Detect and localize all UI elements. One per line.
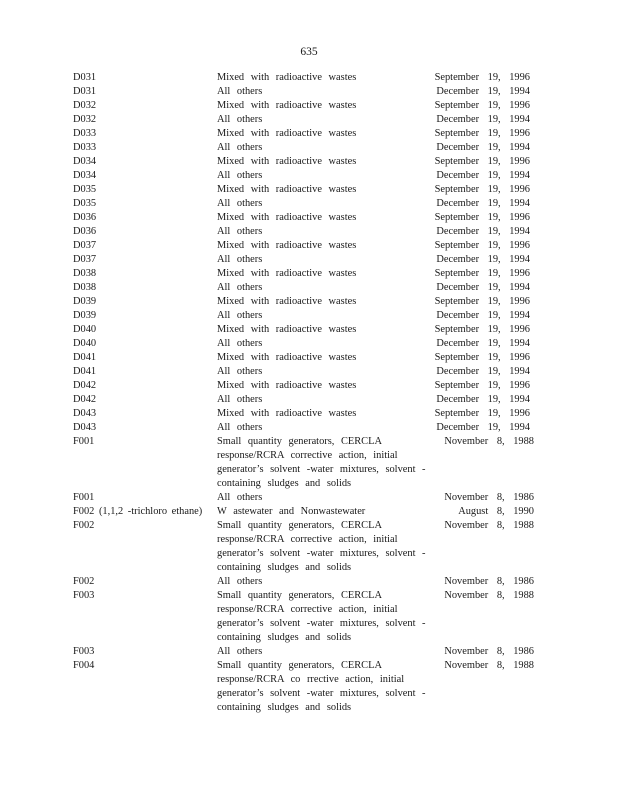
waste-description [217, 267, 427, 281]
table-row [0, 575, 618, 589]
waste-code: F001 [73, 492, 95, 503]
table-row [0, 337, 618, 351]
waste-description [217, 71, 427, 85]
waste-code: F001 [73, 436, 95, 447]
waste-description [217, 141, 427, 155]
waste-description [217, 323, 427, 337]
table-row [0, 211, 618, 225]
description-line: containing sludges and solids [217, 478, 352, 489]
waste-code: F003 [73, 646, 95, 657]
waste-code: D037 [73, 254, 97, 265]
effective-date: September 19, 1996 [434, 156, 530, 167]
table-row [0, 281, 618, 295]
table-row [0, 169, 618, 183]
table-row [0, 155, 618, 169]
waste-code: D032 [73, 100, 97, 111]
waste-code: D033 [73, 128, 97, 139]
description-line: generator’s solvent -water mixtures, solvent - [217, 548, 426, 559]
waste-code: D035 [73, 184, 97, 195]
waste-description [217, 519, 427, 575]
waste-description [217, 337, 427, 351]
description-line: All others [217, 646, 263, 657]
effective-date: November 8, 1986 [444, 646, 534, 657]
effective-date: December 19, 1994 [436, 170, 530, 181]
waste-description [217, 645, 427, 659]
effective-date: September 19, 1996 [434, 408, 530, 419]
table-row [0, 127, 618, 141]
description-line: generator’s solvent -water mixtures, solvent - [217, 464, 426, 475]
waste-description [217, 197, 427, 211]
waste-code: F002 [73, 520, 95, 531]
effective-date: September 19, 1996 [434, 296, 530, 307]
waste-description [217, 421, 427, 435]
description-line: Mixed with radioactive wastes [217, 156, 357, 167]
description-line: Mixed with radioactive wastes [217, 72, 357, 83]
waste-description [217, 309, 427, 323]
description-line: Mixed with radioactive wastes [217, 100, 357, 111]
description-line: All others [217, 142, 263, 153]
waste-description [217, 211, 427, 225]
table-row [0, 197, 618, 211]
description-line: All others [217, 310, 263, 321]
page-number: 635 [300, 46, 318, 58]
waste-code: D039 [73, 296, 97, 307]
waste-description [217, 155, 427, 169]
table-row [0, 505, 618, 519]
description-line: Mixed with radioactive wastes [217, 240, 357, 251]
waste-code: D040 [73, 324, 97, 335]
effective-date: September 19, 1996 [434, 352, 530, 363]
description-line: response/RCRA corrective action, initial [217, 604, 398, 615]
effective-date: December 19, 1994 [436, 226, 530, 237]
description-line: Small quantity generators, CERCLA [217, 660, 382, 671]
description-line: containing sludges and solids [217, 562, 352, 573]
waste-description [217, 407, 427, 421]
effective-date: August 8, 1990 [458, 506, 534, 517]
waste-code: D031 [73, 72, 97, 83]
table-row [0, 351, 618, 365]
description-line: Small quantity generators, CERCLA [217, 436, 382, 447]
description-line: All others [217, 282, 263, 293]
waste-code: D043 [73, 422, 97, 433]
waste-description [217, 169, 427, 183]
waste-code: F003 [73, 590, 95, 601]
table-row [0, 645, 618, 659]
waste-code: D041 [73, 366, 97, 377]
waste-code: F002 (1,1,2 -trichloro ethane) [73, 506, 203, 517]
effective-date: December 19, 1994 [436, 310, 530, 321]
description-line: All others [217, 170, 263, 181]
description-line: Mixed with radioactive wastes [217, 268, 357, 279]
effective-date: December 19, 1994 [436, 394, 530, 405]
description-line: Mixed with radioactive wastes [217, 184, 357, 195]
waste-description [217, 225, 427, 239]
waste-code: D036 [73, 212, 97, 223]
table-row [0, 421, 618, 435]
effective-date: December 19, 1994 [436, 338, 530, 349]
table-row [0, 589, 618, 645]
waste-description [217, 239, 427, 253]
waste-code: D041 [73, 352, 97, 363]
waste-code: D037 [73, 240, 97, 251]
effective-date: December 19, 1994 [436, 142, 530, 153]
waste-description [217, 351, 427, 365]
table-row [0, 85, 618, 99]
table-row [0, 379, 618, 393]
effective-date: December 19, 1994 [436, 282, 530, 293]
effective-date: November 8, 1986 [444, 576, 534, 587]
table-row [0, 659, 618, 715]
effective-date: September 19, 1996 [434, 268, 530, 279]
waste-description [217, 281, 427, 295]
effective-date: September 19, 1996 [434, 240, 530, 251]
description-line: Mixed with radioactive wastes [217, 408, 357, 419]
description-line: generator’s solvent -water mixtures, solvent - [217, 688, 426, 699]
waste-description [217, 575, 427, 589]
table-row [0, 141, 618, 155]
table-row [0, 99, 618, 113]
waste-code: D034 [73, 156, 97, 167]
effective-date: November 8, 1986 [444, 492, 534, 503]
effective-date: November 8, 1988 [444, 590, 534, 601]
waste-code: F004 [73, 660, 95, 671]
description-line: response/RCRA co rrective action, initial [217, 674, 405, 685]
description-line: Mixed with radioactive wastes [217, 296, 357, 307]
effective-date: December 19, 1994 [436, 422, 530, 433]
waste-code: F002 [73, 576, 95, 587]
effective-date: September 19, 1996 [434, 128, 530, 139]
effective-date: September 19, 1996 [434, 72, 530, 83]
waste-description [217, 85, 427, 99]
description-line: All others [217, 492, 263, 503]
description-line: Small quantity generators, CERCLA [217, 520, 382, 531]
waste-description [217, 99, 427, 113]
effective-date: September 19, 1996 [434, 212, 530, 223]
table-row [0, 393, 618, 407]
waste-code: D039 [73, 310, 97, 321]
effective-date: November 8, 1988 [444, 520, 534, 531]
waste-code-table [0, 71, 618, 715]
effective-date: December 19, 1994 [436, 198, 530, 209]
effective-date: September 19, 1996 [434, 324, 530, 335]
waste-description [217, 659, 427, 715]
table-row [0, 309, 618, 323]
description-line: Mixed with radioactive wastes [217, 128, 357, 139]
effective-date: December 19, 1994 [436, 366, 530, 377]
description-line: Mixed with radioactive wastes [217, 212, 357, 223]
waste-description [217, 393, 427, 407]
table-row [0, 225, 618, 239]
description-line: containing sludges and solids [217, 702, 352, 713]
description-line: All others [217, 198, 263, 209]
waste-code: D033 [73, 142, 97, 153]
table-row [0, 435, 618, 491]
effective-date: September 19, 1996 [434, 380, 530, 391]
description-line: containing sludges and solids [217, 632, 352, 643]
effective-date: December 19, 1994 [436, 86, 530, 97]
waste-description [217, 379, 427, 393]
table-row [0, 519, 618, 575]
effective-date: September 19, 1996 [434, 184, 530, 195]
table-row [0, 71, 618, 85]
waste-description [217, 491, 427, 505]
table-row [0, 365, 618, 379]
description-line: Mixed with radioactive wastes [217, 324, 357, 335]
waste-description [217, 435, 427, 491]
waste-code: D043 [73, 408, 97, 419]
table-row [0, 267, 618, 281]
waste-code: D042 [73, 380, 97, 391]
description-line: response/RCRA corrective action, initial [217, 534, 398, 545]
description-line: All others [217, 422, 263, 433]
effective-date: December 19, 1994 [436, 254, 530, 265]
table-row [0, 113, 618, 127]
waste-description [217, 365, 427, 379]
description-line: All others [217, 254, 263, 265]
waste-description [217, 295, 427, 309]
description-line: All others [217, 366, 263, 377]
waste-code: D031 [73, 86, 97, 97]
table-row [0, 491, 618, 505]
waste-code: D038 [73, 268, 97, 279]
table-row [0, 323, 618, 337]
waste-description [217, 589, 427, 645]
description-line: Small quantity generators, CERCLA [217, 590, 382, 601]
table-row [0, 407, 618, 421]
waste-description [217, 253, 427, 267]
waste-code: D032 [73, 114, 97, 125]
waste-code: D035 [73, 198, 97, 209]
waste-description [217, 127, 427, 141]
waste-description [217, 183, 427, 197]
description-line: Mixed with radioactive wastes [217, 380, 357, 391]
table-row [0, 183, 618, 197]
description-line: All others [217, 114, 263, 125]
waste-code: D034 [73, 170, 97, 181]
effective-date: November 8, 1988 [444, 660, 534, 671]
table-row [0, 253, 618, 267]
description-line: All others [217, 576, 263, 587]
waste-code: D038 [73, 282, 97, 293]
description-line: All others [217, 86, 263, 97]
effective-date: November 8, 1988 [444, 436, 534, 447]
effective-date: September 19, 1996 [434, 100, 530, 111]
waste-description [217, 505, 427, 519]
description-line: Mixed with radioactive wastes [217, 352, 357, 363]
description-line: All others [217, 226, 263, 237]
waste-code: D036 [73, 226, 97, 237]
description-line: generator’s solvent -water mixtures, solvent - [217, 618, 426, 629]
table-row [0, 239, 618, 253]
description-line: W astewater and Nonwastewater [217, 506, 366, 517]
description-line: response/RCRA corrective action, initial [217, 450, 398, 461]
description-line: All others [217, 394, 263, 405]
waste-description [217, 113, 427, 127]
waste-code: D040 [73, 338, 97, 349]
table-row [0, 295, 618, 309]
description-line: All others [217, 338, 263, 349]
waste-code: D042 [73, 394, 97, 405]
effective-date: December 19, 1994 [436, 114, 530, 125]
